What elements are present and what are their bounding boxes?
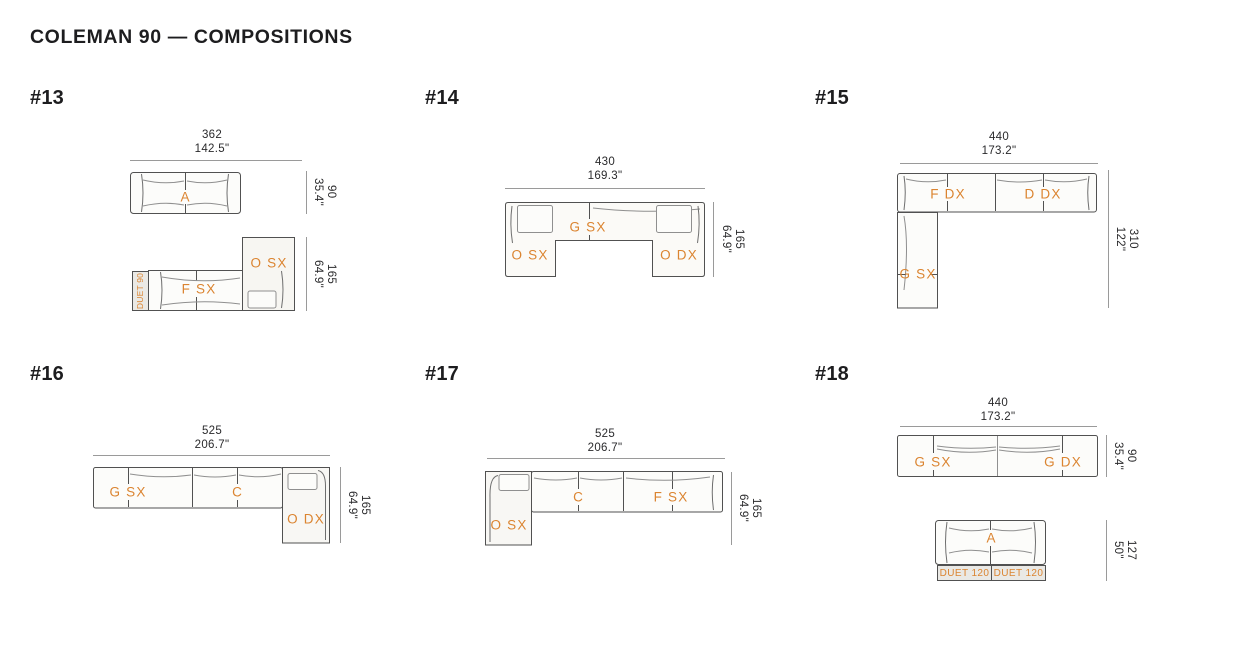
height-dimension-14 [719,225,745,253]
height-inch: 35.4" [312,178,324,206]
duet-120-box-left [937,565,992,581]
duet-120-box-right [991,565,1046,581]
height-cm: 165 [359,494,371,516]
comp15-drawing [898,164,1109,309]
height-inch: 64.9" [737,494,749,522]
width-dimension-13 [195,129,230,156]
duet-90-label: DUET 90 [135,272,146,310]
width-cm: 362 [201,129,223,141]
module-label-gsx-15: G SX [899,266,937,282]
composition-number-17: #17 [425,363,459,385]
composition-number-15: #15 [815,87,849,109]
height-dimension-18-top [1111,442,1137,470]
module-label-a-18: A [986,530,996,546]
height-cm: 165 [750,497,762,519]
height-inch: 122" [1114,226,1126,252]
height-inch: 50" [1112,541,1124,559]
comp14-sofa-u [506,203,705,277]
width-cm: 525 [201,425,223,437]
height-inch: 35.4" [1112,442,1124,470]
width-cm: 440 [988,131,1010,143]
comp17-sofa [486,472,723,546]
composition-number-18: #18 [815,363,849,385]
width-cm: 440 [987,397,1009,409]
height-inch: 64.9" [346,491,358,519]
module-label-odx-16: O DX [287,511,325,527]
comp14-drawing [505,189,714,278]
module-label-a-13: A [180,189,190,205]
module-label-gsx-18: G SX [914,454,952,470]
width-cm: 430 [594,156,616,168]
height-dimension-13-group [311,260,337,288]
module-label-gdx-18: G DX [1044,454,1082,470]
composition-number-16: #16 [30,363,64,385]
comp15-sofa-l [898,174,1097,309]
module-label-gsx-14: G SX [569,219,607,235]
width-dimension-16 [195,425,230,452]
height-dimension-18-bottom [1111,540,1137,560]
width-inch: 206.7" [194,438,230,451]
width-dimension-18 [981,397,1016,424]
module-label-osx-17: O SX [490,517,528,533]
comp13-drawing [130,161,307,312]
module-label-ddx-15: D DX [1024,186,1062,202]
module-label-odx-14: O DX [660,247,698,263]
height-cm: 90 [1125,449,1137,463]
height-dimension-17 [736,494,762,522]
height-cm: 90 [325,185,337,199]
module-label-c-17: C [573,489,583,505]
module-label-fdx-15: F DX [930,186,966,202]
width-inch: 173.2" [980,410,1016,423]
height-cm: 165 [325,263,337,285]
width-inch: 173.2" [981,144,1017,157]
width-inch: 169.3" [587,169,623,182]
comp13-sectional [149,238,295,311]
width-dimension-15 [982,131,1017,158]
duet-90-box [132,271,149,311]
page-title: COLEMAN 90 — COMPOSITIONS [30,26,353,48]
height-inch: 64.9" [720,225,732,253]
composition-number-13: #13 [30,87,64,109]
module-label-gsx-16: G SX [109,484,147,500]
height-dimension-16 [345,491,371,519]
module-label-c-16: C [232,484,242,500]
module-label-osx-13: O SX [250,255,288,271]
module-label-fsx-13: F SX [181,281,217,297]
comp16-sofa [94,468,330,544]
width-inch: 206.7" [587,441,623,454]
duet-120-label: DUET 120 [939,567,990,579]
composition-number-14: #14 [425,87,459,109]
duet-120-label: DUET 120 [993,567,1044,579]
height-cm: 165 [733,228,745,250]
comp18-drawing [898,427,1107,582]
height-inch: 64.9" [312,260,324,288]
width-dimension-17 [588,428,623,455]
module-label-osx-14: O SX [511,247,549,263]
height-cm: 310 [1127,228,1139,250]
height-cm: 127 [1125,539,1137,561]
height-dimension-15 [1113,227,1139,251]
width-dimension-14 [588,156,623,183]
height-dimension-13-sofa [311,178,337,206]
module-label-fsx-17: F SX [653,489,689,505]
width-cm: 525 [594,428,616,440]
width-inch: 142.5" [194,142,230,155]
